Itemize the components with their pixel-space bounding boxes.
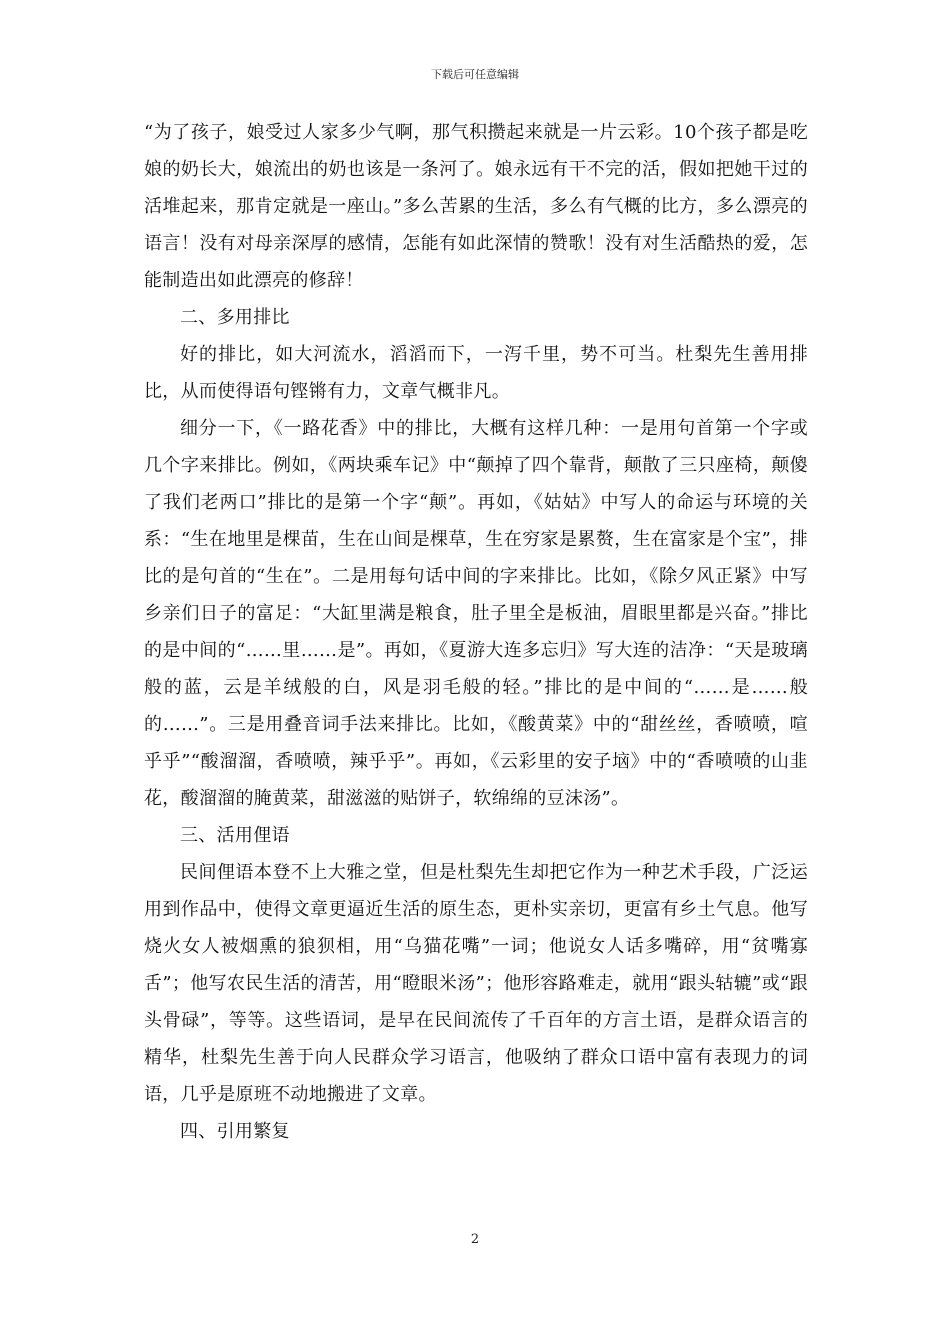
document-body xyxy=(144,114,808,1150)
paragraph-quote-mother: “为了孩子，娘受过人家多少气啊，那气积攒起来就是一片云彩。10个孩子都是吃娘的奶长大，娘流出的奶也该是一条河了。娘永远有干不完的活，假如把她干过的活堆起来，那肯定就是一座山。”多么苦累的生活，多么有气概的比方，多么漂亮的语言！没有对母亲深厚的感情，怎能有如此深情的赞歌！没有对生活酷热的爱，怎能制造出如此漂亮的修辞！ xyxy=(144,122,808,291)
paragraph-parallelism-examples: 细分一下，《一路花香》中的排比，大概有这样几种：一是用句首第一个字或几个字来排比。例如，《两块乘车记》中“颠掉了四个靠背，颠散了三只座椅，颠傻了我们老两口”排比的是第一个字“颠”。再如，《姑姑》中写人的命运与环境的关系：“生在地里是棵苗，生在山间是棵草，生在穷家是累赘，生在富家是个宝”，排比的是句首的“生在”。二是用每句话中间的字来排比。比如，《除夕风正紧》中写乡亲们日子的富足：“大缸里满是粮食，肚子里全是板油，眉眼里都是兴奋。”排比的是中间的“……里……是”。再如，《夏游大连多忘归》写大连的洁净：“天是玻璃般的蓝，云是羊绒般的白，风是羽毛般的轻。”排比的是中间的“……是……般的……”。三是用叠音词手法来排比。比如，《酸黄菜》中的“甜丝丝，香喷喷，喧乎乎”“酸溜溜，香喷喷，辣乎乎”。再如，《云彩里的安子垴》中的“香喷喷的山韭花，酸溜溜的腌黄菜，甜滋滋的贴饼子，软绵绵的豆沫汤”。 xyxy=(144,418,808,809)
page-header: 下载后可任意编辑 xyxy=(431,68,519,81)
section-heading-citation: 四、引用繁复 xyxy=(180,1121,290,1142)
section-heading-parallelism: 二、多用排比 xyxy=(180,307,290,328)
section-heading-slang: 三、活用俚语 xyxy=(180,825,290,846)
page-number: 2 xyxy=(470,1232,480,1247)
paragraph-parallelism-intro: 好的排比，如大河流水，滔滔而下，一泻千里，势不可当。杜梨先生善用排比，从而使得语句铿锵有力，文章气概非凡。 xyxy=(144,344,808,402)
paragraph-slang: 民间俚语本登不上大雅之堂，但是杜梨先生却把它作为一种艺术手段，广泛运用到作品中，使得文章更逼近生活的原生态，更朴实亲切，更富有乡土气息。他写烧火女人被烟熏的狼狈相，用“乌猫花嘴”一词；他说女人话多嘴碎，用“贫嘴寡舌”；他写农民生活的清苦，用“瞪眼米汤”；他形容路难走，就用“跟头轱辘”或“跟头骨碌”，等等。这些语词，是早在民间流传了千百年的方言土语，是群众语言的精华，杜梨先生善于向人民群众学习语言，他吸纳了群众口语中富有表现力的词语，几乎是原班不动地搬进了文章。 xyxy=(144,862,808,1105)
